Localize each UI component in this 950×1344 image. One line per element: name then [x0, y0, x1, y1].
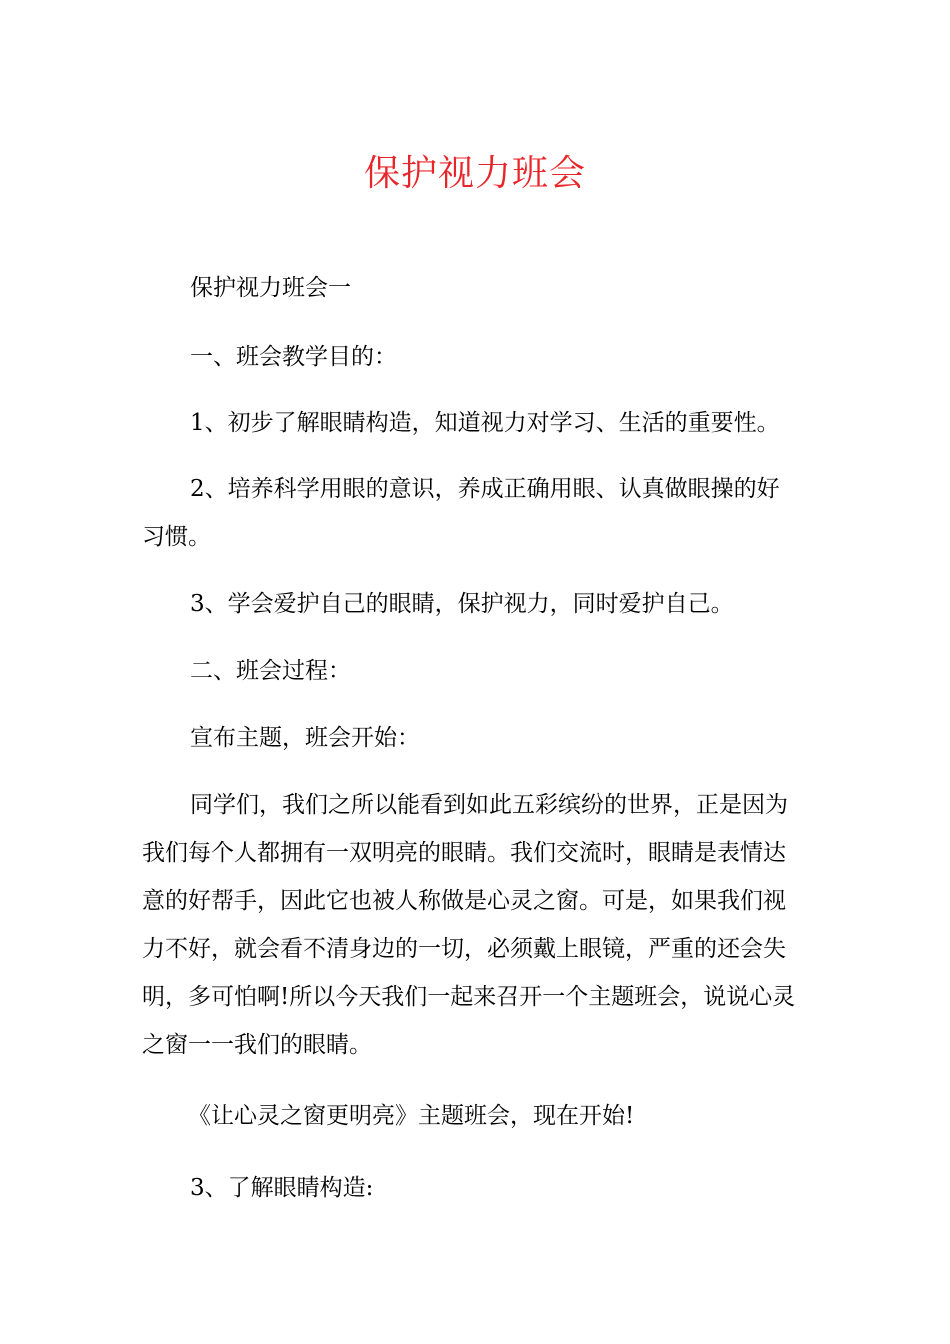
paragraph-intro-line-6: 之窗一一我们的眼睛。 [142, 1032, 372, 1058]
paragraph-objective-3: 3、学会爱护自己的眼睛，保护视力，同时爱护自己。 [190, 591, 734, 617]
paragraph-meeting-start: 《让心灵之窗更明亮》主题班会，现在开始! [188, 1103, 635, 1129]
paragraph-objectives-heading: 一、班会教学目的： [190, 344, 397, 370]
paragraph-objective-1: 1、初步了解眼睛构造，知道视力对学习、生活的重要性。 [190, 410, 780, 436]
paragraph-intro-line-5: 明，多可怕啊!所以今天我们一起来召开一个主题班会，说说心灵 [142, 984, 796, 1010]
paragraph-intro-line-2: 我们每个人都拥有一双明亮的眼睛。我们交流时，眼睛是表情达 [142, 840, 786, 866]
paragraph-objective-2-line-2: 习惯。 [142, 524, 211, 550]
paragraph-process-heading: 二、班会过程： [190, 658, 351, 684]
document-title: 保护视力班会 [363, 153, 586, 194]
paragraph-objective-2-line-1: 2、培养科学用眼的意识，养成正确用眼、认真做眼操的好 [190, 476, 780, 502]
paragraph-intro-line-4: 力不好，就会看不清身边的一切，必须戴上眼镜，严重的还会失 [142, 936, 786, 962]
paragraph-intro-line-1: 同学们，我们之所以能看到如此五彩缤纷的世界，正是因为 [190, 792, 788, 818]
paragraph-announce-theme: 宣布主题，班会开始： [190, 725, 420, 751]
paragraph-eye-structure-heading: 3、了解眼睛构造: [190, 1175, 374, 1201]
paragraph-intro-line-3: 意的好帮手，因此它也被人称做是心灵之窗。可是，如果我们视 [142, 888, 786, 914]
paragraph-section-heading: 保护视力班会一 [190, 275, 351, 301]
